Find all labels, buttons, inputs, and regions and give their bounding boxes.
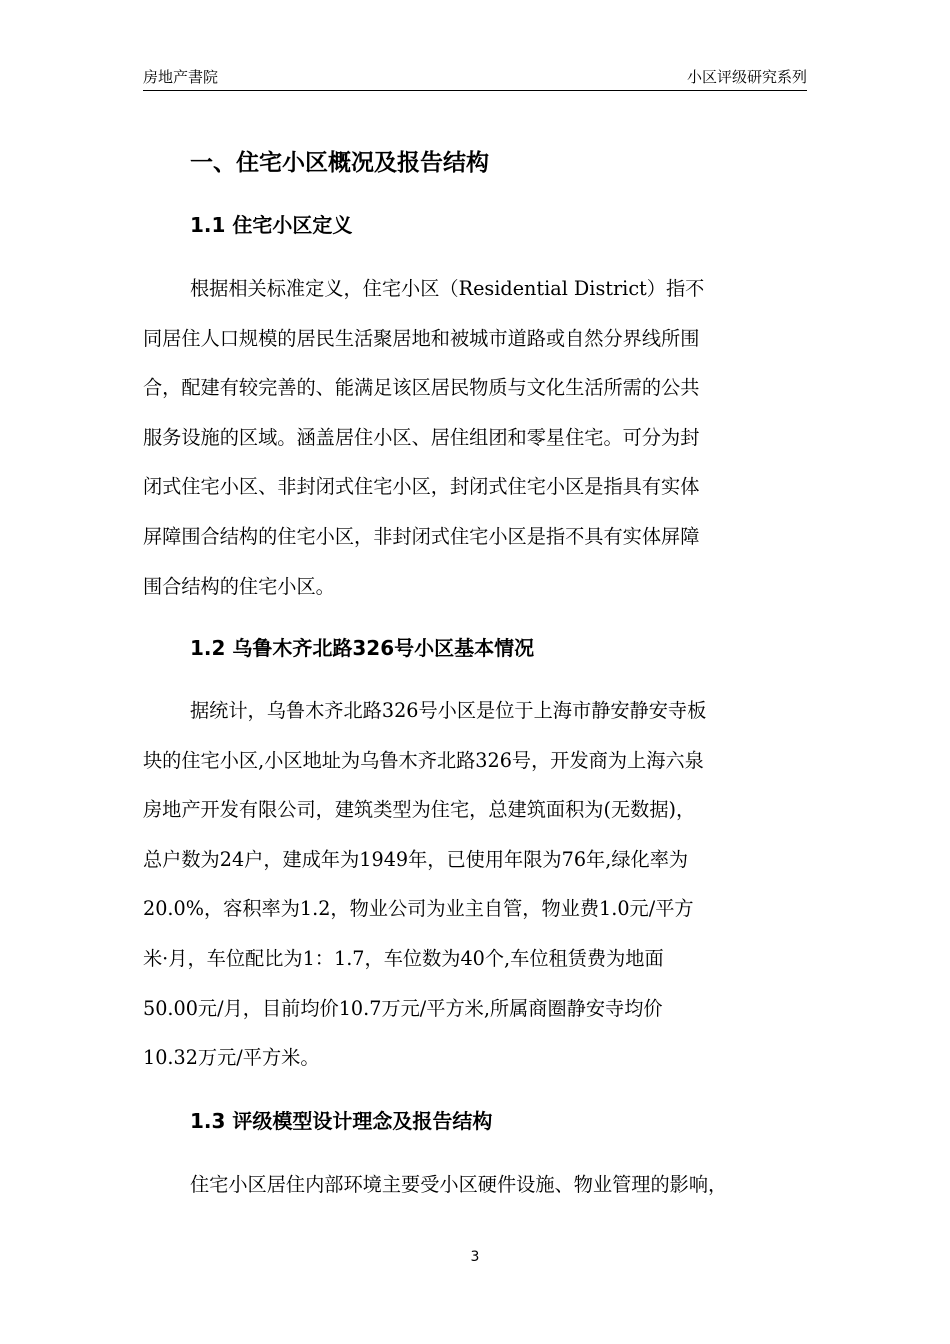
section-heading-1-2: 1.2 乌鲁木齐北路326号小区基本情况 bbox=[190, 636, 535, 660]
body-line: 根据相关标准定义，住宅小区（Residential District）指不 bbox=[190, 277, 705, 300]
body-line: 闭式住宅小区、非封闭式住宅小区，封闭式住宅小区是指具有实体 bbox=[143, 475, 700, 499]
body-line: 10.32万元/平方米。 bbox=[143, 1046, 320, 1070]
body-line: 20.0%，容积率为1.2，物业公司为业主自管，物业费1.0元/平方 bbox=[143, 897, 694, 921]
chapter-title: 一、住宅小区概况及报告结构 bbox=[190, 150, 489, 176]
page-number: 3 bbox=[470, 1249, 480, 1265]
body-line: 合，配建有较完善的、能满足该区居民物质与文化生活所需的公共 bbox=[143, 376, 700, 400]
header-divider bbox=[143, 90, 807, 91]
body-line: 围合结构的住宅小区。 bbox=[143, 574, 335, 598]
body-line: 房地产开发有限公司，建筑类型为住宅，总建筑面积为(无数据)， bbox=[143, 798, 696, 822]
body-line: 住宅小区居住内部环境主要受小区硬件设施、物业管理的影响， bbox=[190, 1173, 728, 1196]
body-line: 服务设施的区域。涵盖居住小区、居住组团和零星住宅。可分为封 bbox=[143, 425, 700, 449]
body-line: 50.00元/月，目前均价10.7万元/平方米,所属商圈静安寺均价 bbox=[143, 996, 663, 1020]
section-body-1-3 bbox=[143, 1160, 807, 1210]
section-body-1-2 bbox=[143, 686, 807, 1083]
section-body-1-1 bbox=[143, 264, 807, 611]
section-heading-1-1: 1.1 住宅小区定义 bbox=[190, 213, 353, 237]
header-series-title: 小区评级研究系列 bbox=[686, 68, 807, 86]
body-line: 总户数为24户，建成年为1949年，已使用年限为76年,绿化率为 bbox=[143, 847, 689, 871]
section-heading-1-3: 1.3 评级模型设计理念及报告结构 bbox=[190, 1109, 493, 1133]
body-line: 屏障围合结构的住宅小区，非封闭式住宅小区是指不具有实体屏障 bbox=[143, 524, 700, 548]
body-line: 块的住宅小区,小区地址为乌鲁木齐北路326号，开发商为上海六泉 bbox=[143, 748, 704, 772]
body-line: 据统计，乌鲁木齐北路326号小区是位于上海市静安静安寺板 bbox=[190, 699, 707, 722]
body-line: 同居住人口规模的居民生活聚居地和被城市道路或自然分界线所围 bbox=[143, 326, 700, 350]
header-publisher: 房地产書院 bbox=[143, 68, 219, 86]
body-line: 米·月，车位配比为1：1.7，车位数为40个,车位租赁费为地面 bbox=[143, 946, 664, 970]
